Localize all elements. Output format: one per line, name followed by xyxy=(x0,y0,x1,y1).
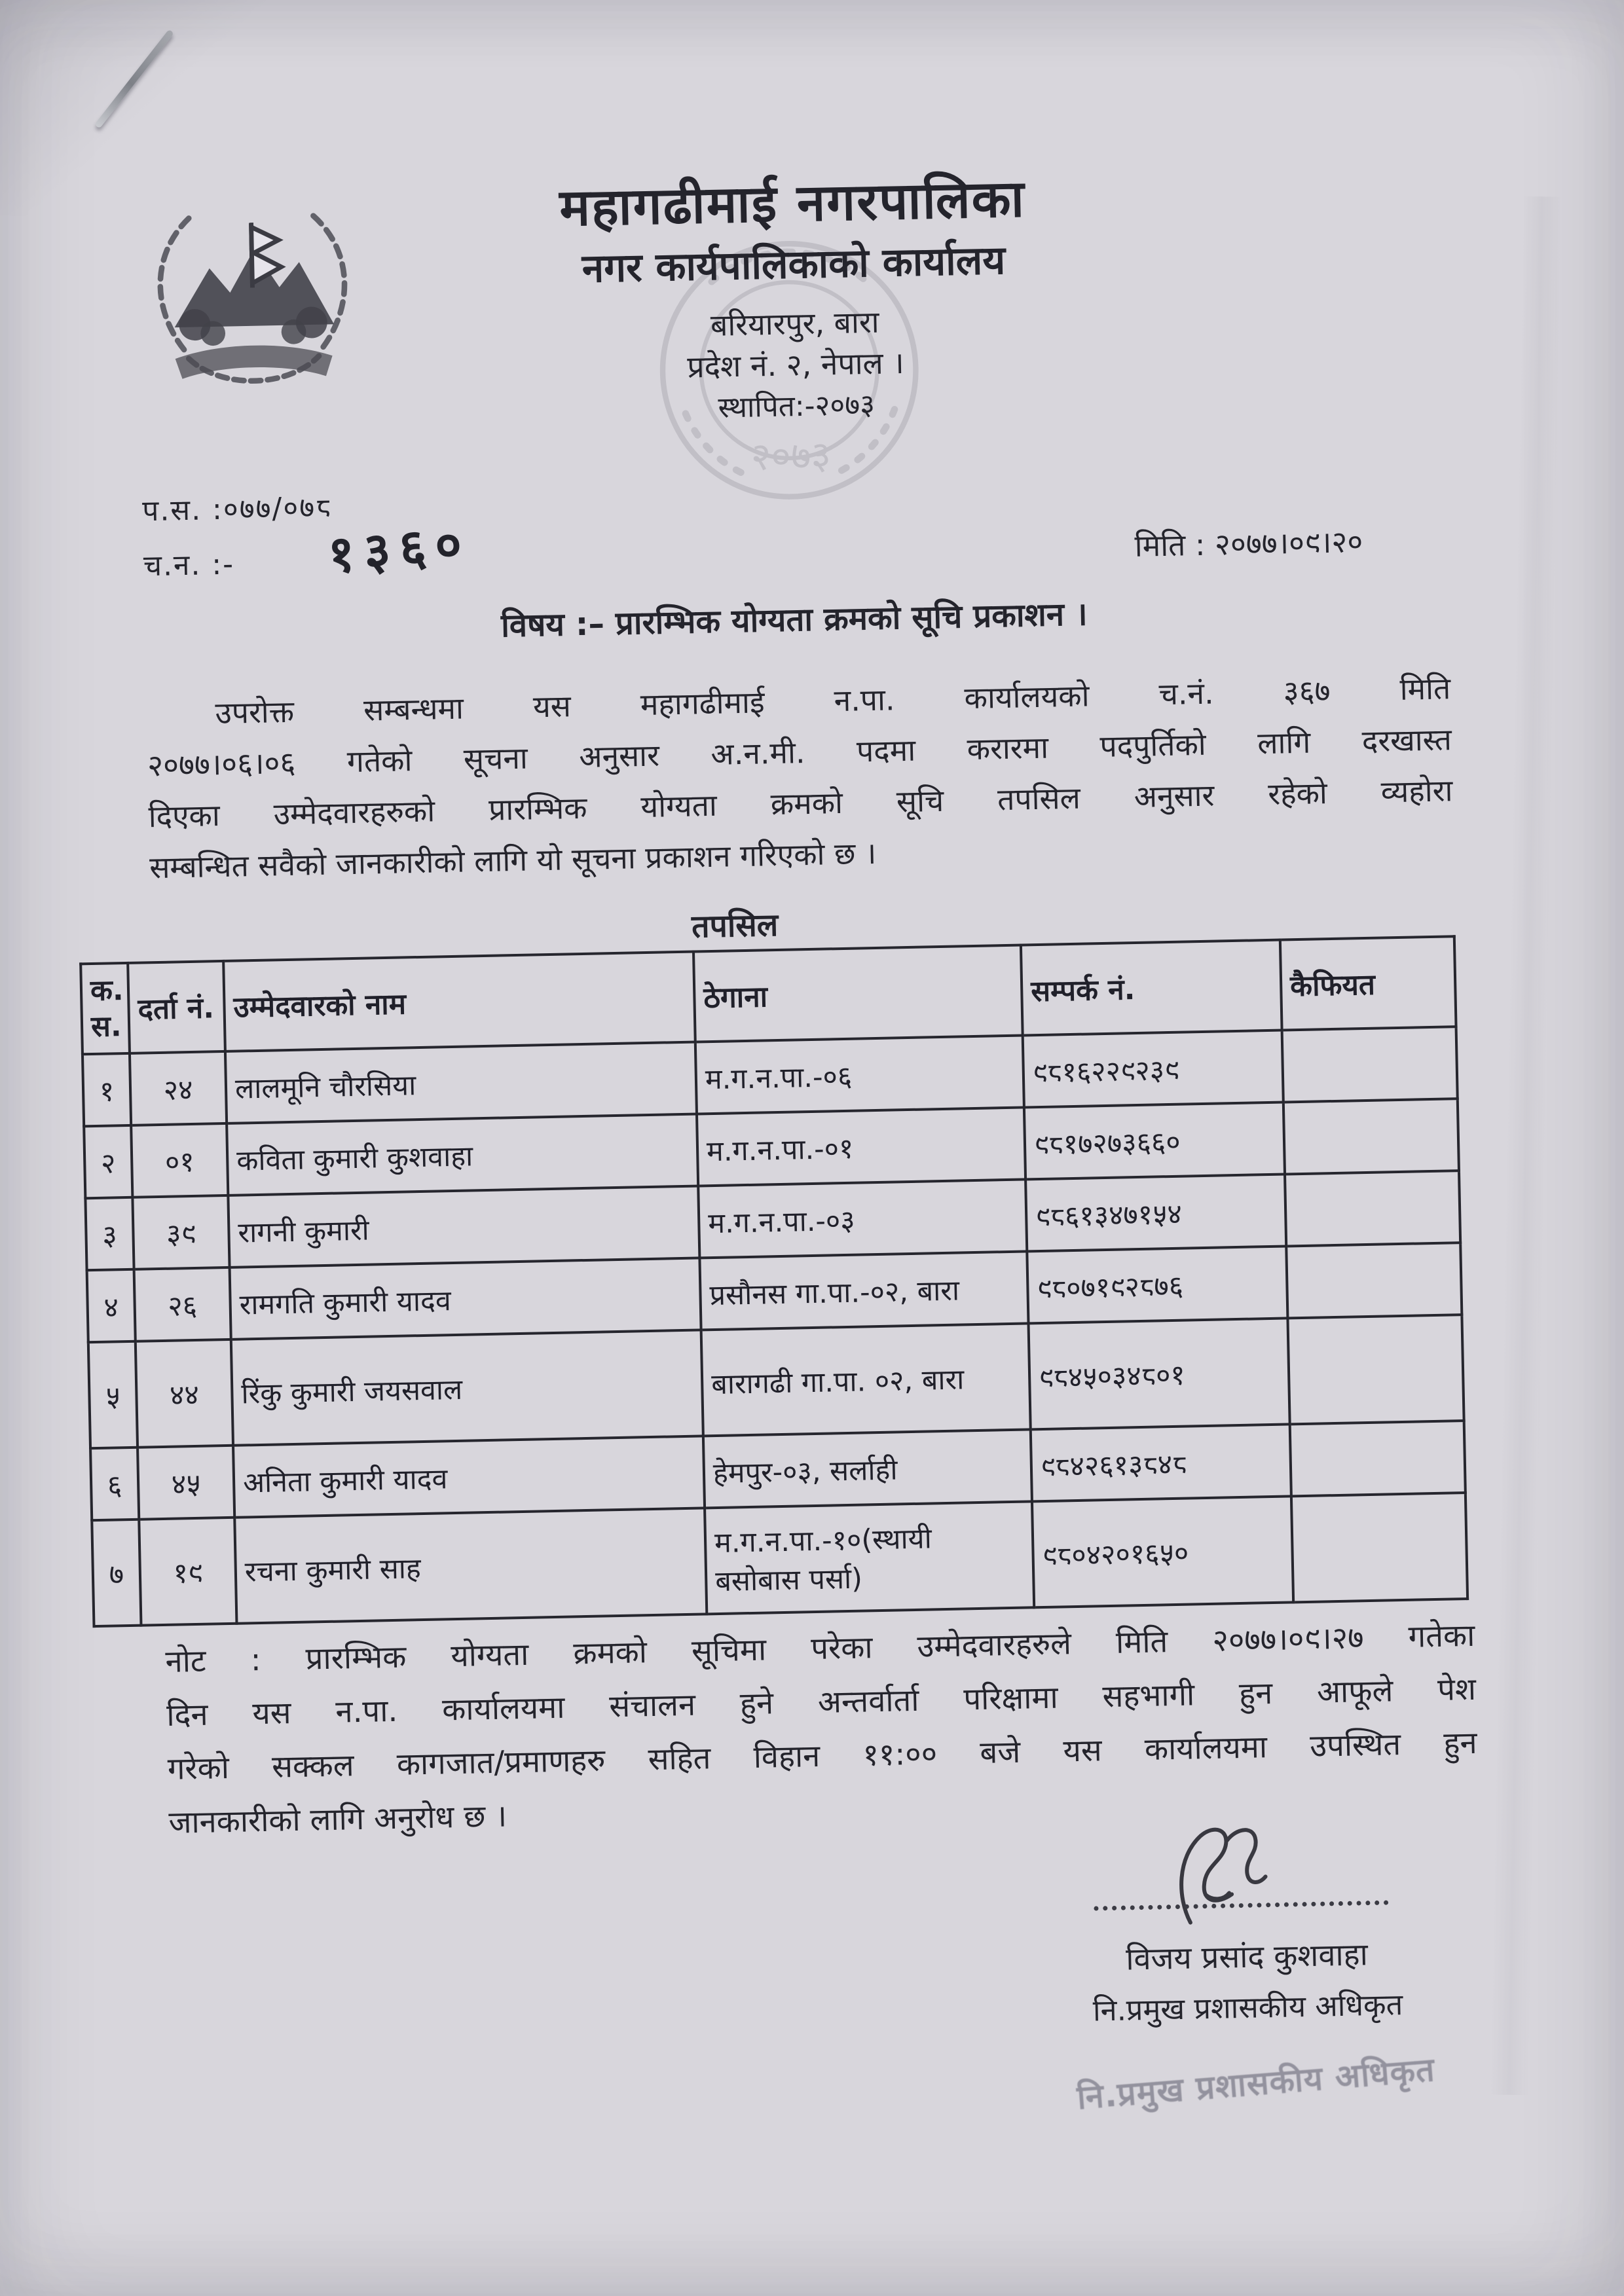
address-line: बरियारपुर, बारा xyxy=(710,304,880,343)
col-header-name: उम्मेदवारको नाम xyxy=(223,952,695,1051)
cell-regno: ०१ xyxy=(131,1123,228,1197)
cell-address: प्रसौनस गा.पा.-०२, बारा xyxy=(699,1251,1028,1330)
cell-remarks xyxy=(1291,1493,1467,1602)
cell-name: रिंकु कुमारी जयसवाल xyxy=(231,1330,703,1445)
body-line: उपरोक्त सम्बन्धमा यस महागढीमाई न.पा. कार्यालयको च.नं. ३६७ मिति xyxy=(215,670,1451,731)
note-line: गरेको सक्कल कागजात/प्रमाणहरु सहित विहान ११:०० बजे यस कार्यालयमा उपस्थित हुन xyxy=(167,1724,1478,1787)
body-line: २०७७।०६।०६ गतेको सूचना अनुसार अ.न.मी. पदमा करारमा पदपुर्तिको लागि दरखास्त xyxy=(147,721,1452,784)
dispatch-number-handwritten: १३६० xyxy=(325,513,473,586)
ref-number: प.स. :०७७/०७८ xyxy=(141,490,333,528)
body-line: दिएका उम्मेदवारहरुको प्रारम्भिक योग्यता क्रमको सूचि तपसिल अनुसार रहेको व्यहोरा xyxy=(148,773,1453,835)
established-line: स्थापित:-२०७३ xyxy=(718,388,876,425)
cell-address: बारागढी गा.पा. ०२, बारा xyxy=(701,1323,1031,1436)
cell-remarks xyxy=(1282,1027,1458,1102)
cell-name: कविता कुमारी कुशवाहा xyxy=(227,1114,698,1195)
cell-name: रागनी कुमारी xyxy=(228,1186,699,1267)
cell-address: म.ग.न.पा.-०१ xyxy=(697,1107,1025,1186)
note-line: जानकारीको लागि अनुरोध छ । xyxy=(168,1798,507,1841)
subject-line: विषय :– प्रारम्भिक योग्यता क्रमको सूचि प्रकाशन । xyxy=(500,595,1088,645)
cell-address: हेमपुर-०३, सर्लाही xyxy=(703,1429,1032,1508)
cell-serial: ६ xyxy=(90,1448,139,1520)
col-header-remarks: कैफियत xyxy=(1280,936,1456,1030)
cell-remarks xyxy=(1286,1243,1462,1318)
col-header-address: ठेगाना xyxy=(693,945,1023,1042)
table-title: तपसिल xyxy=(691,906,779,945)
cell-serial: १ xyxy=(83,1053,131,1126)
cell-regno: १९ xyxy=(139,1518,236,1626)
col-header-serial: क. स. xyxy=(81,963,130,1054)
col-header-contact: सम्पर्क नं. xyxy=(1021,940,1282,1036)
letterhead xyxy=(333,166,1255,431)
province-line: प्रदेश नं. २, नेपाल । xyxy=(686,344,905,385)
cell-serial: ५ xyxy=(88,1341,138,1448)
office-name: नगर कार्यपालिकाको कार्यालय xyxy=(581,238,1006,293)
note-line: दिन यस न.पा. कार्यालयमा संचालन हुने अन्तर्वार्ता परिक्षामा सहभागी हुन आफूले पेश xyxy=(166,1671,1477,1734)
cell-address: म.ग.न.पा.-०६ xyxy=(695,1035,1024,1114)
cell-contact: ९८१६२२९२३९ xyxy=(1023,1030,1283,1108)
cell-address: म.ग.न.पा.-०३ xyxy=(698,1179,1027,1258)
cell-serial: ७ xyxy=(92,1520,141,1626)
cell-serial: ४ xyxy=(87,1269,136,1342)
designation-stamp: नि.प्रमुख प्रशासकीय अधिकृत xyxy=(1075,2050,1437,2117)
cell-serial: २ xyxy=(84,1125,132,1198)
cell-contact: ९८४५०३४८०१ xyxy=(1029,1318,1290,1429)
cell-remarks xyxy=(1290,1421,1466,1496)
cell-name: अनिता कुमारी यादव xyxy=(233,1436,705,1517)
col-header-regno: दर्ता नं. xyxy=(128,961,225,1053)
cell-address: म.ग.न.पा.-१०(स्थायी बसोबास पर्सा) xyxy=(705,1501,1034,1614)
signature-mark xyxy=(1149,1815,1302,1943)
cell-contact: ९८१७२७३६६० xyxy=(1024,1102,1285,1180)
letter-date: मिति : २०७७।०९।२० xyxy=(1134,523,1363,564)
body-paragraph xyxy=(146,663,1454,893)
cell-name: लालमूनि चौरसिया xyxy=(225,1042,697,1123)
cell-contact: ९८६१३४७१५४ xyxy=(1025,1175,1286,1252)
cell-name: रामगति कुमारी यादव xyxy=(230,1258,701,1339)
body-line: सम्बन्धित सवैको जानकारीको लागि यो सूचना प्रकाशन गरिएको छ । xyxy=(149,835,877,886)
note-paragraph xyxy=(165,1609,1479,1850)
cell-contact: ९८४२६१३८४८ xyxy=(1031,1424,1291,1501)
cell-regno: २६ xyxy=(134,1267,231,1341)
page-title: महागढीमाई नगरपालिका xyxy=(559,170,1026,238)
candidates-table xyxy=(79,935,1469,1628)
dispatch-number-label: च.न. :- xyxy=(143,547,235,583)
signatory-designation: नि.प्रमुख प्रशासकीय अधिकृत xyxy=(1092,1987,1403,2028)
cell-regno: ४५ xyxy=(138,1446,234,1520)
cell-remarks xyxy=(1287,1315,1464,1424)
cell-regno: ४४ xyxy=(136,1339,233,1448)
cell-serial: ३ xyxy=(85,1197,134,1270)
cell-contact: ९८०७१९२८७६ xyxy=(1027,1246,1287,1323)
cell-remarks xyxy=(1285,1171,1460,1246)
cell-remarks xyxy=(1283,1099,1459,1174)
cell-contact: ९८०४२०१६५० xyxy=(1032,1496,1293,1607)
seal-year: २०७३ xyxy=(750,432,832,479)
signatory-name: विजय प्रसांद कुशवाहा xyxy=(1125,1937,1369,1978)
cell-name: रचना कुमारी साह xyxy=(234,1508,707,1623)
note-line: नोट : प्रारम्भिक योग्यता क्रमको सूचिमा परेका उम्मेदवारहरुले मिति २०७७।०९।२७ गतेका xyxy=(165,1617,1475,1680)
cell-regno: २४ xyxy=(130,1051,227,1125)
cell-regno: ३९ xyxy=(132,1195,229,1269)
